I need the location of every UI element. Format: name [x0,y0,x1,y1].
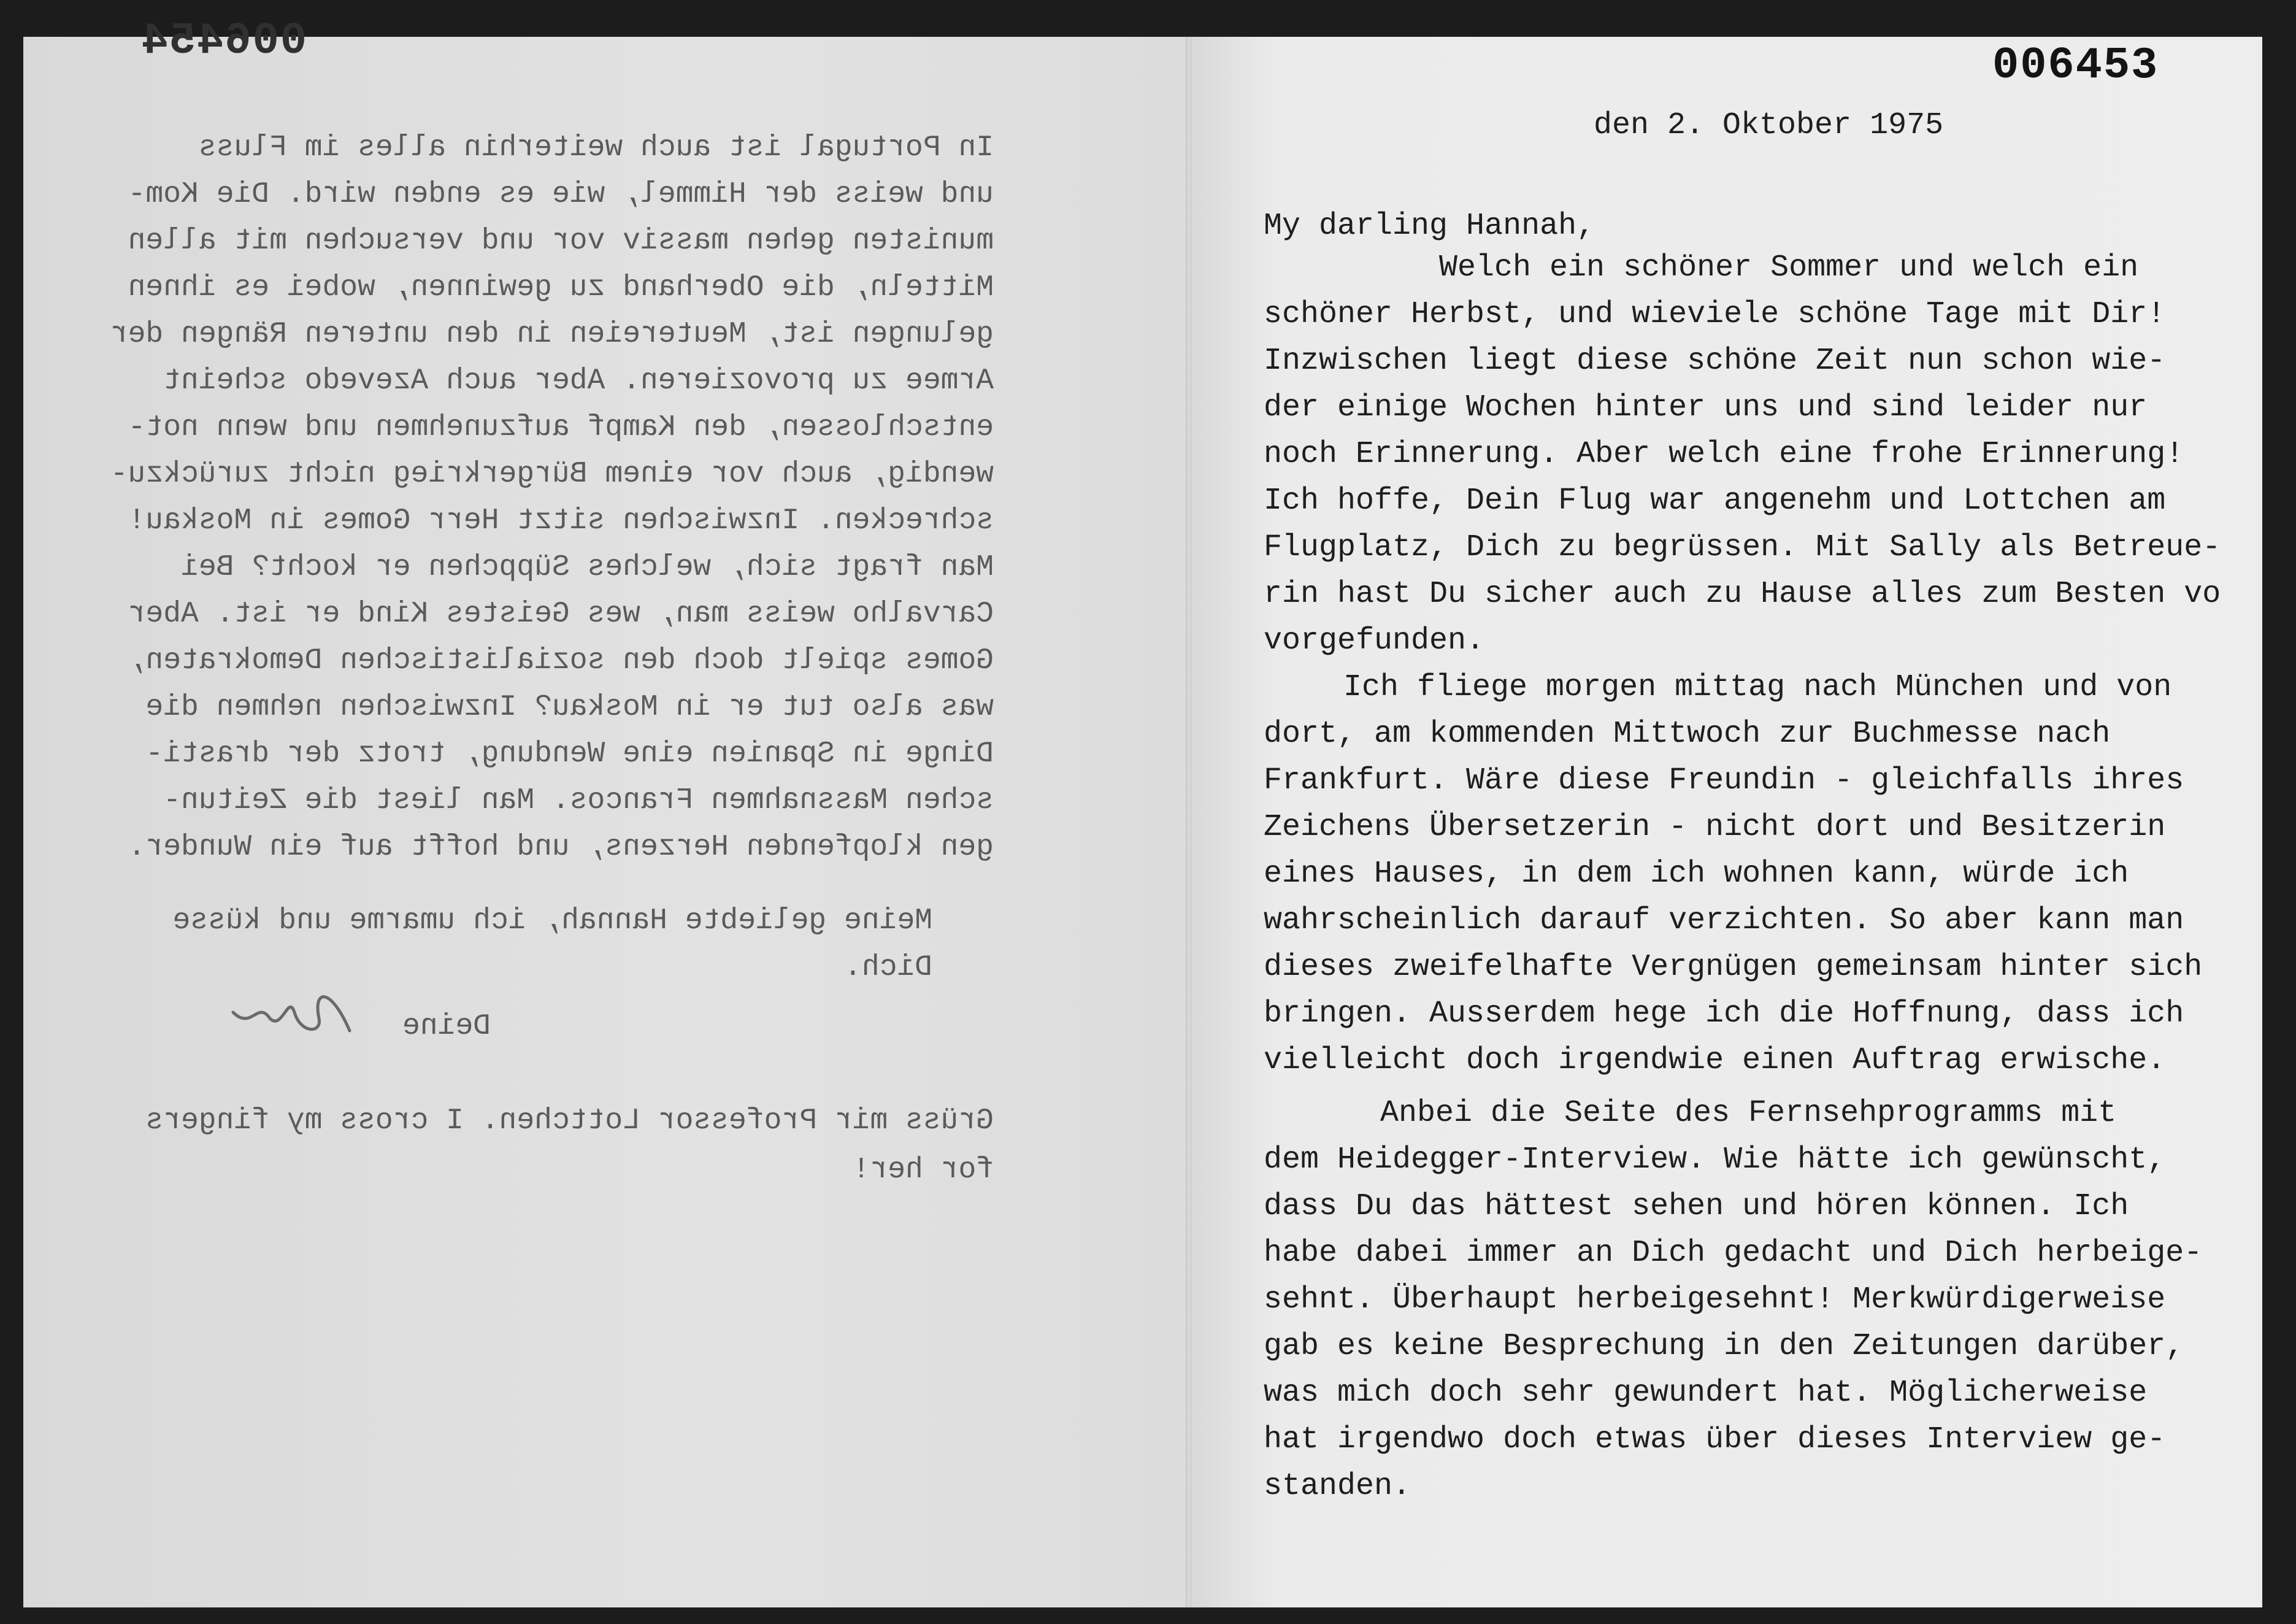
left-line: wendig, auch vor einem Bürgerkrieg nicht zurückzu- [110,458,994,491]
left-document-number: 006454 [140,16,307,66]
left-line: und weiss der Himmel, wie es enden wird. Die Kom- [128,178,994,211]
left-line: munisten gehen massiv vor und versuchen mit allen [128,225,994,258]
left-closing: Meine geliebte Hannah, ich umarme und küsse [172,904,932,937]
letter-line: Flugplatz, Dich zu begrüssen. Mit Sally als Betreue- [1264,530,2221,565]
left-postscript: Grüss mir Professor Lottchen. I cross my fingers [145,1104,994,1137]
left-line: gelungen ist, Meutereien in den unteren Rängen der [110,318,994,351]
letter-greeting: My darling Hannah, [1264,209,1595,244]
letter-line: Anbei die Seite des Fernsehprogramms mit [1380,1096,2117,1131]
letter-line: habe dabei immer an Dich gedacht und Dich herbeige- [1264,1236,2203,1271]
letter-line: schöner Herbst, und wieviele schöne Tage mit Dir! [1264,297,2166,332]
left-line: schen Massnahmen Francos. Man liest die Zeitun- [163,784,994,817]
letter-line: dass Du das hättest sehen und hören können. Ich [1264,1189,2129,1224]
left-postscript-2: for her! [852,1153,994,1187]
left-line: gen klopfenden Herzens, und hofft auf ein Wunder. [128,831,994,864]
letter-line: vorgefunden. [1264,623,1485,658]
letter-line: Ich hoffe, Dein Flug war angenehm und Lottchen am [1264,483,2166,518]
letter-line: Frankfurt. Wäre diese Freundin - gleichfalls ihres [1264,763,2184,798]
left-line: Dinge in Spanien eine Wendung, trotz der drasti- [145,737,994,771]
left-line: In Portugal ist auch weiterhin alles im Fluss [198,131,994,164]
letter-line: vielleicht doch irgendwie einen Auftrag erwische. [1264,1043,2166,1078]
letter-date: den 2. Oktober 1975 [1594,108,1944,143]
letter-line: rin hast Du sicher auch zu Hause alles zum Besten vo [1264,577,2221,612]
left-page-mirrored-text [0,0,1165,1571]
letter-line: gab es keine Besprechung in den Zeitungen darüber, [1264,1329,2184,1364]
letter-line: hat irgendwo doch etwas über dieses Interview ge- [1264,1422,2166,1457]
page-fold [1186,37,1192,1607]
left-line: Gomes spielt doch den sozialistischen Demokraten, [128,644,994,677]
letter-line: standen. [1264,1469,1411,1504]
left-line: Armee zu provozieren. Aber auch Azevedo scheint [163,364,994,398]
letter-line: bringen. Ausserdem hege ich die Hoffnung, dass ich [1264,996,2184,1031]
left-line: was also tut er in Moskau? Inzwischen nehmen die [145,691,994,724]
letter-line: dem Heidegger-Interview. Wie hätte ich gewünscht, [1264,1142,2166,1177]
left-line: Man fragt sich, welches Süppchen er kocht? Bei [180,551,994,584]
right-document-number: 006453 [1992,40,2159,91]
letter-line: dieses zweifelhafte Vergnügen gemeinsam hinter sich [1264,950,2203,985]
letter-line: Inzwischen liegt diese schöne Zeit nun schon wie- [1264,344,2166,379]
left-line: entschlossen, den Kampf aufzunehmen und wenn not- [128,411,994,444]
letter-line: Zeichens Übersetzerin - nicht dort und Besitzerin [1264,810,2166,845]
letter-line: dort, am kommenden Mittwoch zur Buchmesse nach [1264,717,2111,752]
letter-line: eines Hauses, in dem ich wohnen kann, würde ich [1264,856,2129,891]
left-line: Carvalho weiss man, wes Geistes Kind er ist. Aber [128,598,994,631]
letter-line: was mich doch sehr gewundert hat. Möglicherweise [1264,1376,2148,1410]
letter-line: Welch ein schöner Sommer und welch ein [1439,250,2139,285]
left-line: schrecken. Inzwischen sitzt Herr Gomes in Moskau! [128,504,994,537]
letter-line: noch Erinnerung. Aber welch eine frohe Erinnerung! [1264,437,2184,472]
letter-line: sehnt. Überhaupt herbeigesehnt! Merkwürdigerweise [1264,1282,2166,1317]
letter-line: Ich fliege morgen mittag nach München und von [1343,670,2172,705]
left-closing-2: Dich. [843,951,932,984]
left-sign-off: Deine [402,1010,491,1043]
letter-line: wahrscheinlich darauf verzichten. So aber kann man [1264,903,2184,938]
signature-mark [221,976,356,1049]
left-line: Mitteln, die Oberhand zu gewinnen, wobei es ihnen [128,271,994,304]
letter-line: der einige Wochen hinter uns und sind leider nur [1264,390,2148,425]
